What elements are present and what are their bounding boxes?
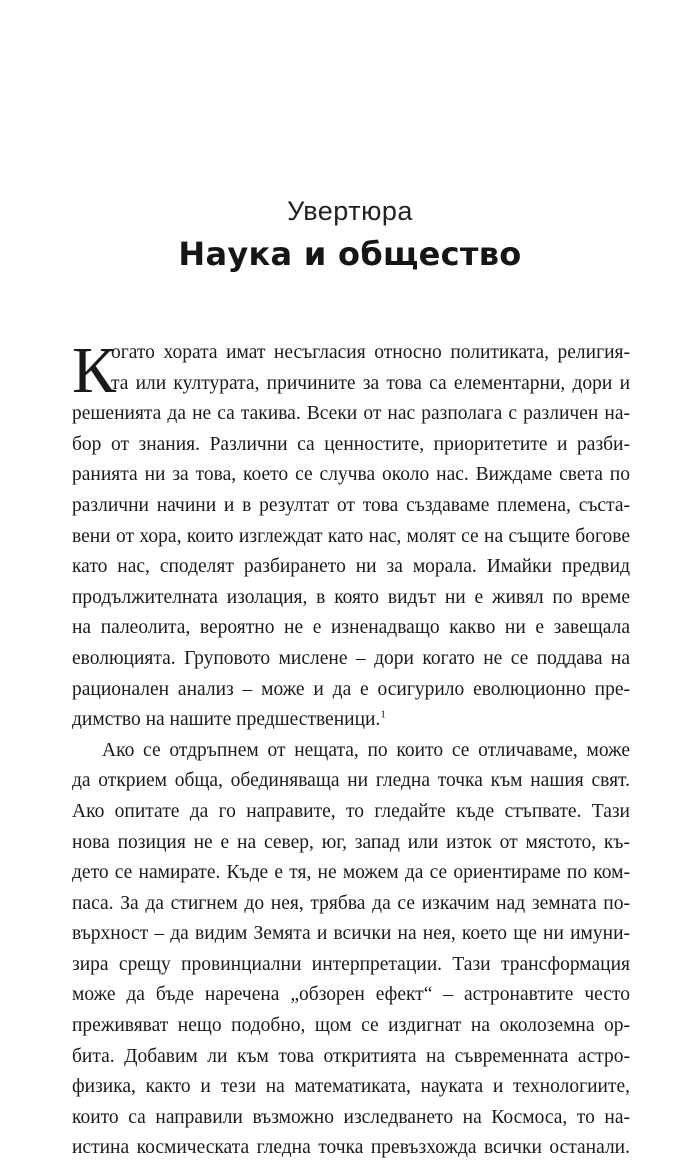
text-line-last — [72, 705, 630, 736]
text-line: да открием обща, обединяваща ни гледна точка към нашия свят. — [72, 770, 630, 792]
text-line: като нас, споделят разбирането ни за морала. Имайки предвид — [72, 556, 630, 578]
text-line: физика, както и тези на математиката, науката и технологиите, — [72, 1076, 630, 1098]
text-line: та или културата, причините за това са елементарни, дори и — [111, 372, 630, 394]
chapter-kicker: Увертюра — [287, 196, 413, 226]
chapter-title: Наука и общество — [178, 235, 522, 273]
paragraph-2 — [72, 736, 630, 1164]
text-line: може да бъде наречена „обзорен ефект“ – астронавтите често — [72, 984, 630, 1006]
text-line: различни начини и в резултат от това създаваме племена, съста- — [72, 494, 630, 516]
text-line: дето се намирате. Къде е тя, не можем да се ориентираме по ком- — [72, 862, 630, 884]
text-line: Ако се отдръпнем от нещата, по които се отличаваме, може — [102, 739, 630, 761]
text-line: зира срещу провинциални интерпретации. Тази трансформация — [72, 953, 630, 975]
text-line: продължителната изолация, в която видът ни е живял по време — [72, 586, 630, 608]
text-line: върхност – да видим Земята и всички на нея, което ще ни имуни- — [72, 923, 630, 945]
text-line: еволюцията. Груповото мислене – дори когато не се поддава на — [72, 647, 630, 669]
text-line: Ако опитате да го направите, то гледайте къде стъпвате. Тази — [72, 800, 630, 822]
text-line: бор от знания. Различни са ценностите, приоритетите и разби- — [72, 433, 630, 455]
text-line: вени от хора, които изглеждат като нас, молят се на същите богове — [72, 525, 630, 547]
text-line: паса. За да стигнем до нея, трябва да се изкачим над земната по- — [72, 892, 630, 914]
text-line: на палеолита, вероятно не е изненадващо какво ни е завещала — [72, 617, 630, 639]
text-line: които са направили възможно изследването на Космоса, то на- — [72, 1106, 630, 1128]
paragraph-1 — [72, 334, 630, 736]
body-text — [72, 334, 630, 1164]
text-line-end: димство на нашите предшественици. — [72, 709, 381, 731]
text-line: бита. Добавим ли към това откритията на съвременната астро- — [72, 1045, 630, 1067]
text-line: истина космическата гледна точка превъзхожда всички останали. — [72, 1137, 630, 1159]
text-line: ранията ни за това, което се случва около нас. Виждаме света по — [72, 464, 630, 486]
text-line: огато хората имат несъгласия относно политиката, религия- — [111, 342, 630, 363]
text-line: преживяват нещо подобно, щом се издигнат на околоземна ор- — [72, 1015, 630, 1037]
text-line: нова позиция не е на север, юг, запад или изток от мястото, къ- — [72, 831, 630, 853]
footnote-ref[interactable]: 1 — [380, 708, 386, 721]
drop-cap: К — [72, 334, 117, 407]
text-line: рационален анализ – може и да е осигурило еволюционно пре- — [72, 678, 630, 700]
text-line: решенията да не са такива. Всеки от нас разполага с различен на- — [72, 403, 630, 425]
